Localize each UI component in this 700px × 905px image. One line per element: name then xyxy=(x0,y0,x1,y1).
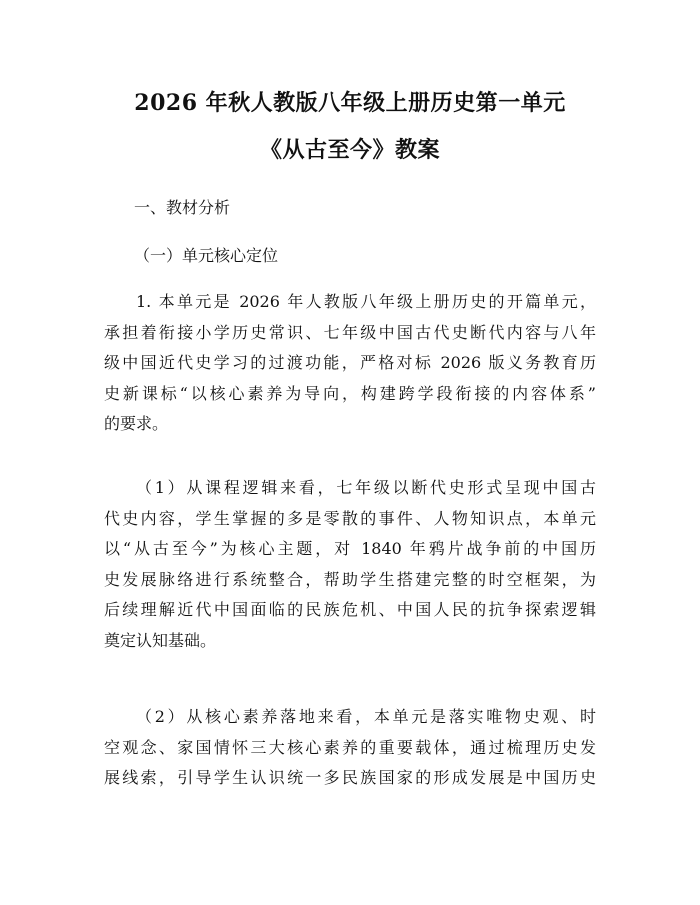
section-heading-textbook-analysis: 一、教材分析 xyxy=(134,198,231,217)
paragraph-line: （1）从课程逻辑来看，七年级以断代史形式呈现中国古 xyxy=(136,478,596,497)
paragraph-line: 以“从古至今”为核心主题，对 1840 年鸦片战争前的中国历 xyxy=(104,539,596,558)
paragraph-1 xyxy=(104,287,596,440)
paragraph-line: （2）从核心素养落地来看，本单元是落实唯物史观、时 xyxy=(136,707,596,726)
paragraph-line: 空观念、家国情怀三大核心素养的重要载体，通过梳理历史发 xyxy=(104,737,596,757)
paragraph-line: 后续理解近代中国面临的民族危机、中国人民的抗争探索逻辑 xyxy=(104,600,596,619)
paragraph-line: 史新课标“以核心素养为导向，构建跨学段衔接的内容体系” xyxy=(104,383,596,403)
paragraph-line: 史发展脉络进行系统整合，帮助学生搭建完整的时空框架，为 xyxy=(104,569,596,589)
paragraph-2 xyxy=(104,473,596,656)
paragraph-line: 级中国近代史学习的过渡功能，严格对标 2026 版义务教育历 xyxy=(104,353,596,372)
paragraph-line: 代史内容，学生掌握的多是零散的事件、人物知识点，本单元 xyxy=(104,508,596,528)
paragraph-line: 奠定认知基础。 xyxy=(104,630,217,650)
paragraph-3 xyxy=(104,702,596,794)
paragraph-line: 1. 本单元是 2026 年人教版八年级上册历史的开篇单元， xyxy=(136,292,596,311)
document-title-line2: 《从古至今》教案 xyxy=(259,137,440,163)
paragraph-line: 的要求。 xyxy=(104,414,169,433)
document-title-line1: 2026 年秋人教版八年级上册历史第一单元 xyxy=(134,90,566,116)
paragraph-line: 展线索，引导学生认识统一多民族国家的形成发展是中国历史 xyxy=(104,768,596,787)
subsection-heading-unit-positioning: （一）单元核心定位 xyxy=(134,246,279,265)
paragraph-line: 承担着衔接小学历史常识、七年级中国古代史断代内容与八年 xyxy=(104,322,596,342)
